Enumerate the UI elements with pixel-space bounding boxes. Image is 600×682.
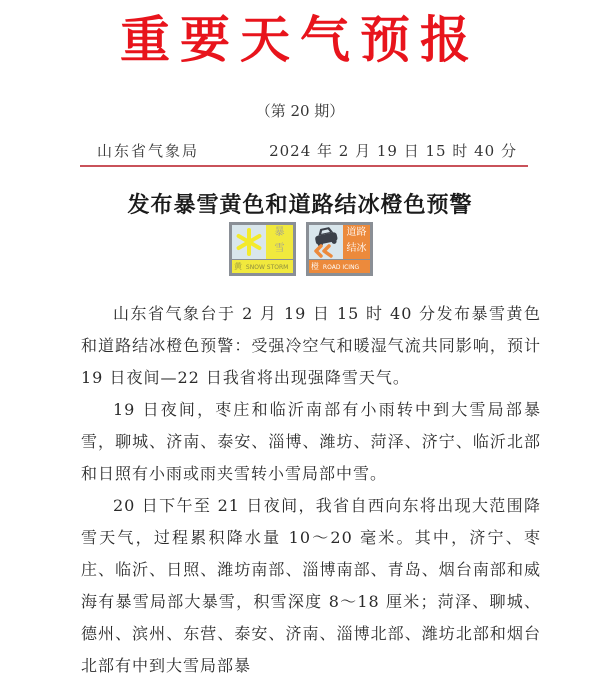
level-glyph: 橙 <box>311 262 319 271</box>
sign-english-label: SNOW STORM <box>245 264 289 271</box>
sliding-car-icon <box>309 225 343 259</box>
sign-text <box>343 225 370 259</box>
bulletin-body <box>81 298 541 682</box>
sign-level-bar <box>232 260 293 273</box>
sign-level-bar <box>309 260 370 273</box>
headline: 发布暴雪黄色和道路结冰橙色预警 <box>127 192 473 218</box>
sign-text <box>266 225 293 259</box>
issued-time: 2024 年 2 月 19 日 15 时 40 分 <box>269 142 517 160</box>
paragraph: 19 日夜间，枣庄和临沂南部有小雨转中到大雪局部暴雪，聊城、济南、泰安、淄博、潍坊、菏泽、济宁、临沂北部和日照有小雨或雨夹雪转小雪局部中雪。 <box>81 400 541 483</box>
masthead-title: 重要天气预报 <box>120 10 480 69</box>
warning-signs <box>229 222 374 276</box>
issuer-row <box>97 140 517 162</box>
issuing-organization: 山东省气象局 <box>97 142 200 160</box>
sign-english-label: ROAD ICING <box>322 264 360 271</box>
red-divider <box>80 165 528 167</box>
road-icing-orange-sign <box>306 222 373 276</box>
sign-text-line: 结冰 <box>346 243 367 254</box>
paragraph: 山东省气象台于 2 月 19 日 15 时 40 分发布暴雪黄色和道路结冰橙色预警：受强冷空气和暖湿气流共同影响，预计 19 日夜间—22 日我省将出现强降雪天气。 <box>81 304 541 387</box>
snowstorm-yellow-sign <box>229 222 296 276</box>
level-glyph: 黄 <box>234 262 242 271</box>
issue-number: （第 20 期） <box>255 102 345 120</box>
sign-text-line: 暴 <box>274 227 285 238</box>
sign-text-line: 雪 <box>274 243 285 254</box>
snowflake-icon <box>232 225 266 259</box>
paragraph: 20 日下午至 21 日夜间，我省自西向东将出现大范围降雪天气，过程累积降水量 10～20 毫米。其中，济宁、枣庄、临沂、日照、潍坊南部、淄博南部、青岛、烟台南部和威海有暴雪局部大暴雪，积雪深度 8～18 厘米；菏泽、聊城、德州、滨州、东营、泰安、济南、淄博北部、潍坊北部和烟台北部有中到大雪局部暴 <box>81 496 541 675</box>
sign-text-line: 道路 <box>346 227 367 238</box>
